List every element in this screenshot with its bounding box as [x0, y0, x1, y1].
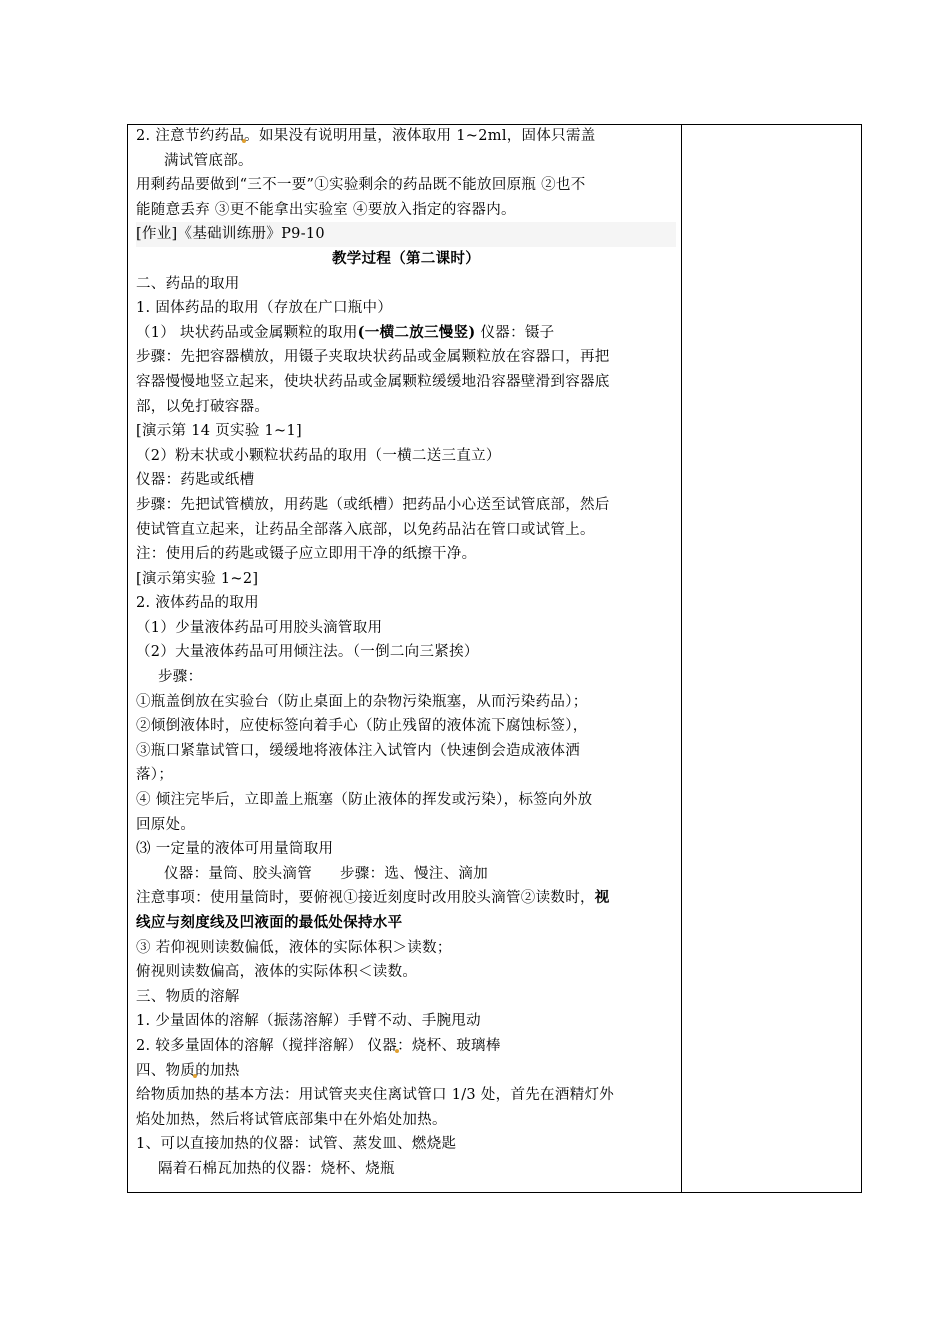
text-line: ②倾倒液体时，应使标签向着手心（防止残留的液体流下腐蚀标签），	[136, 718, 588, 735]
text-line: 步骤：	[158, 669, 203, 686]
text-line: 2. 注意节约药品。如果没有说明用量，液体取用 1~2ml，固体只需盖	[136, 128, 596, 144]
text-line: [演示第 14 页实验 1~1]	[136, 423, 302, 440]
text-line: 1. 少量固体的溶解（振荡溶解）手臂不动、手腕甩动	[136, 1013, 481, 1030]
text-line: 三、物质的溶解	[136, 988, 240, 1005]
column-divider	[681, 124, 682, 1193]
text-line: 1、可以直接加热的仪器：试管、蒸发皿、燃烧匙	[136, 1136, 457, 1153]
text-line: 能随意丢弃 ③更不能拿出实验室 ④要放入指定的容器内。	[136, 201, 516, 218]
text-line: 回原处。	[136, 816, 196, 833]
text-line: 容器慢慢地竖立起来，使块状药品或金属颗粒缓缓地沿容器壁滑到容器底	[136, 373, 610, 390]
text-line: 步骤：先把容器横放，用镊子夹取块状药品或金属颗粒放在容器口，再把	[136, 349, 610, 366]
text-line: 用剩药品要做到“三不一要”①实验剩余的药品既不能放回原瓶 ②也不	[136, 177, 586, 194]
text-line: 焰处加热，然后将试管底部集中在外焰处加热。	[136, 1111, 447, 1128]
content-cell	[136, 124, 676, 1182]
text-line: 步骤：先把试管横放，用药匙（或纸槽）把药品小心送至试管底部，然后	[136, 496, 610, 513]
text-line: 2. 液体药品的取用	[136, 595, 259, 612]
text-line: 仪器：药匙或纸槽	[136, 472, 255, 489]
text-line: 部，以免打破容器。	[136, 398, 270, 415]
text-line: 注：使用后的药匙或镊子应立即用干净的纸擦干净。	[136, 546, 477, 563]
text-line: 隔着石棉瓦加热的仪器：烧杯、烧瓶	[158, 1160, 395, 1177]
text-line: 二、药品的取用	[136, 275, 240, 292]
text-line: ④ 倾注完毕后，立即盖上瓶塞（防止液体的挥发或污染），标签向外放	[136, 792, 593, 809]
text-line: 使试管直立起来，让药品全部落入底部，以免药品沾在管口或试管上。	[136, 521, 595, 538]
text-line: ①瓶盖倒放在实验台（防止桌面上的杂物污染瓶塞，从而污染药品）；	[136, 693, 588, 710]
text-line: ③瓶口紧靠试管口，缓缓地将液体注入试管内（快速倒会造成液体洒	[136, 742, 580, 759]
text-line: 满试管底部。	[164, 152, 253, 169]
text-line: 四、物质的加热	[136, 1062, 240, 1079]
text-line: （1）少量液体药品可用胶头滴管取用	[136, 619, 383, 636]
homework-line: [作业]《基础训练册》P9-10	[136, 222, 676, 247]
text-line: 1. 固体药品的取用（存放在广口瓶中）	[136, 300, 393, 317]
text-line: 线应与刻度线及凹液面的最低处保持水平	[136, 914, 403, 931]
text-line: 2. 较多量固体的溶解（搅拌溶解） 仪器：烧杯、玻璃棒	[136, 1037, 501, 1054]
text-line: 落）；	[136, 767, 174, 784]
text-line: （2）粉末状或小颗粒状药品的取用（一横二送三直立）	[136, 447, 501, 464]
section-title: 教学过程（第二课时）	[332, 249, 480, 267]
text-line: ③ 若仰视则读数偏低，液体的实际体积＞读数；	[136, 939, 452, 956]
text-line: ⑶ 一定量的液体可用量筒取用	[136, 841, 334, 858]
text-line: 仪器：量筒、胶头滴管 步骤：选、慢注、滴加	[164, 865, 488, 882]
text-line: （2）大量液体药品可用倾注法。（一倒二向三紧挨）	[136, 644, 479, 661]
text-line: [演示第实验 1~2]	[136, 570, 259, 587]
text-line: 注意事项：使用量筒时，要俯视①接近刻度时改用胶头滴管②读数时，视	[136, 889, 610, 907]
text-line: 给物质加热的基本方法：用试管夹夹住离试管口 1/3 处，首先在酒精灯外	[136, 1087, 615, 1104]
text-line: 俯视则读数偏高，液体的实际体积＜读数。	[136, 964, 418, 981]
text-line: （1） 块状药品或金属颗粒的取用(一横二放三慢竖) 仪器：镊子	[136, 323, 555, 341]
